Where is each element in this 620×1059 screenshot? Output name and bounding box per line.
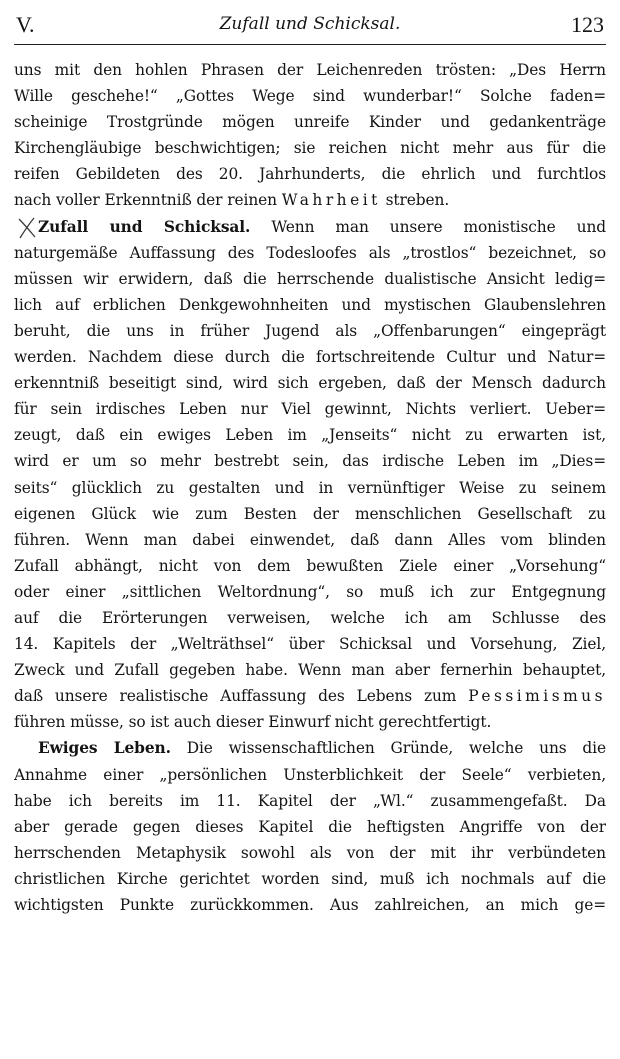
text-line: eigenen Glück wie zum Besten der menschlichen Gesellschaft zu [14,504,606,523]
text-line: werden. Nachdem diese durch die fortschreitende Cultur und Natur= [14,348,606,367]
chapter-number: V. [16,12,35,37]
text-line: christlichen Kirche gerichtet worden sind, muß ich nochmals auf die [14,869,606,888]
text-line: herrschenden Metaphysik sowohl als von der mit ihr verbündeten [14,843,606,862]
emphasized-word: Wahrheit [281,191,381,210]
section-heading: Ewiges Leben. [38,739,171,758]
running-header [14,6,606,45]
text-line [14,683,606,709]
text-line: führen müsse, so ist auch dieser Einwurf nicht gerechtfertigt. [14,713,492,732]
text-line: 14. Kapitels der „Welträthsel“ über Schicksal und Vorsehung, Ziel, [14,635,606,654]
text-line: führen. Wenn man dabei einwendet, daß dann Alles vom blinden [14,530,606,549]
text-line: Zweck und Zufall gegeben habe. Wenn man aber fernerhin behauptet, [14,661,606,680]
text-line: Kirchengläubige beschwichtigen; sie reichen nicht mehr aus für die [14,139,606,158]
text-segment: streben. [385,191,450,210]
section-ewiges-leben [14,735,606,918]
text-segment: Wenn man unsere monistische und [271,217,606,236]
text-line [14,735,606,761]
text-line: erkenntniß beseitigt sind, wird sich ergeben, daß der Mensch dadurch [14,374,606,393]
text-line: auf die Erörterungen verweisen, welche ich am Schlusse des [14,608,606,627]
text-line: aber gerade gegen dieses Kapitel die heftigsten Angriffe von der [14,817,606,836]
text-line: Annahme einer „persönlichen Unsterblichkeit der Seele“ verbieten, [14,765,606,784]
text-line: reifen Gebildeten des 20. Jahrhunderts, die ehrlich und furchtlos [14,165,606,184]
text-line: naturgemäße Auffassung des Todesloofes als „trostlos“ bezeichnet, so [14,243,606,262]
text-line [14,214,606,240]
text-line: oder einer „sittlichen Weltordnung“, so muß ich zur Entgegnung [14,582,606,601]
text-line: beruht, die uns in früher Jugend als „Offenbarungen“ eingeprägt [14,321,606,340]
text-line: wird er um so mehr bestrebt sein, das irdische Leben im „Dies= [14,452,606,471]
text-line: seits“ glücklich zu gestalten und in vernünftiger Weise zu seinem [14,478,606,497]
text-segment: nach voller Erkenntniß der reinen [14,191,277,210]
text-line: Wille geschehe!“ „Gottes Wege sind wunderbar!“ Solche faden= [14,87,606,106]
emphasized-word: Pessimismus [468,687,606,706]
running-title: Zufall und Schicksal. [219,14,401,34]
section-zufall-und-schicksal [14,214,606,736]
text-line: habe ich bereits im 11. Kapitel der „Wl.“ zusammengefaßt. Da [14,791,606,810]
paragraph-continuation [14,57,606,214]
text-segment: daß unsere realistische Auffassung des Lebens zum [14,687,457,706]
text-line: uns mit den hohlen Phrasen der Leichenreden trösten: „Des Herrn [14,61,606,79]
text-line: zeugt, daß ein ewiges Leben im „Jenseits“ nicht zu erwarten ist, [14,426,606,445]
text-segment: Die wissenschaftlichen Gründe, welche uns die [186,739,606,758]
text-line: lich auf erblichen Denkgewohnheiten und mystischen Glaubenslehren [14,295,606,314]
text-line: Zufall abhängt, nicht von dem bewußten Ziele einer „Vorsehung“ [14,556,606,575]
text-line: scheinige Trostgründe mögen unreife Kinder und gedankenträge [14,113,606,132]
section-heading: Zufall und Schicksal. [38,217,251,236]
text-line: für sein irdisches Leben nur Viel gewinnt, Nichts verliert. Ueber= [14,400,606,419]
text-line: müssen wir erwidern, daß die herrschende dualistische Ansicht ledig= [14,269,606,288]
text-line: wichtigsten Punkte zurückkommen. Aus zahlreichen, an mich ge= [14,896,606,914]
body-text [14,57,606,918]
page-number: 123 [571,12,604,37]
text-line [14,187,606,213]
document-page [14,6,606,1052]
